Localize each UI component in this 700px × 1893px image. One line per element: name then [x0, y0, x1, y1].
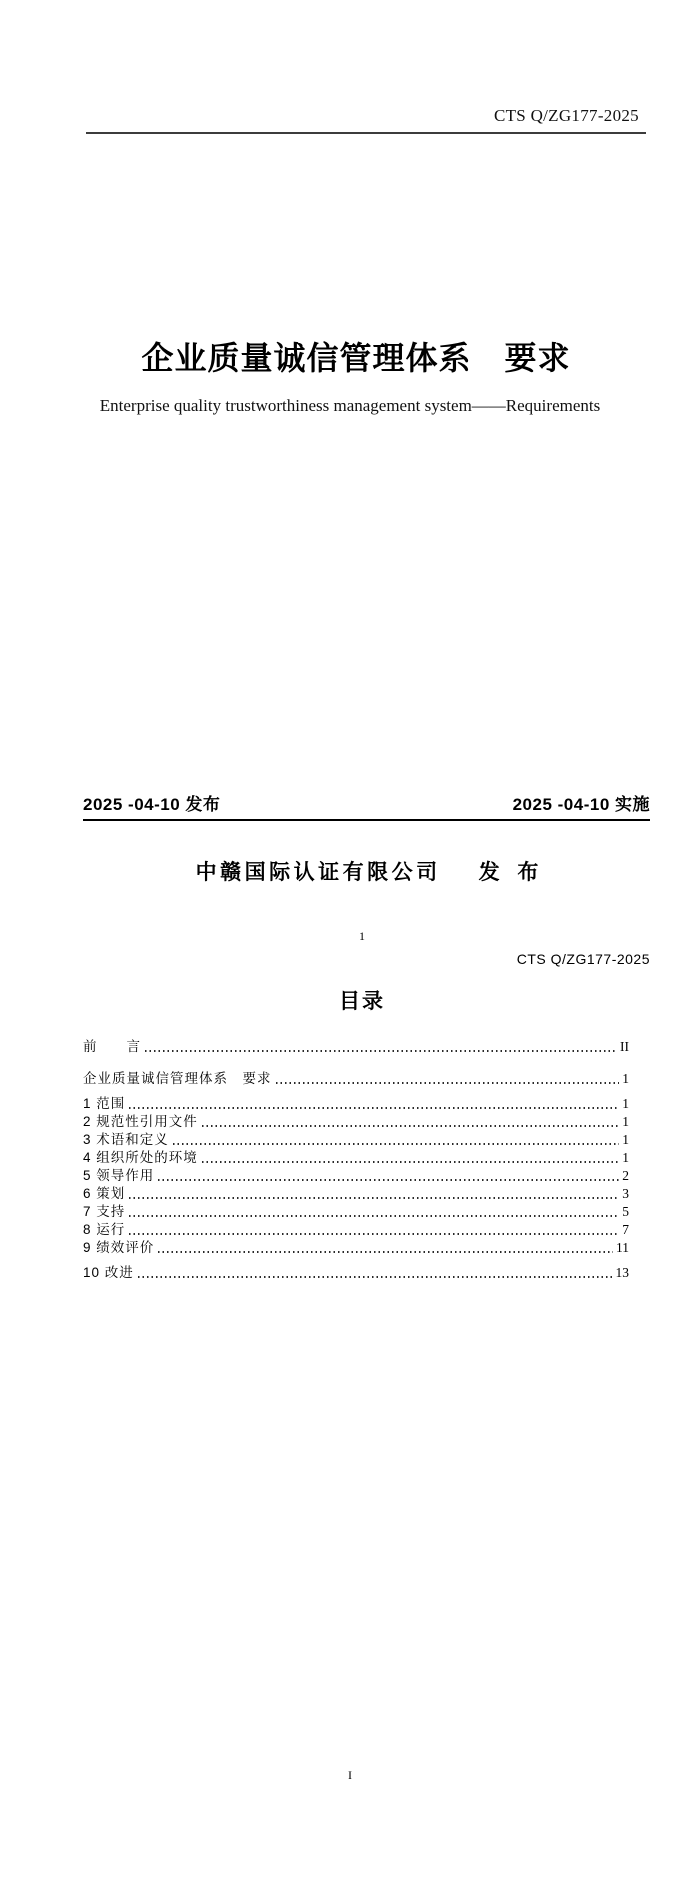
toc-leader-dots — [158, 1179, 619, 1181]
toc-leader-dots — [129, 1197, 619, 1199]
toc-entry — [83, 1185, 629, 1203]
toc-leader-dots — [202, 1125, 619, 1127]
toc-entry — [83, 1167, 629, 1185]
toc-entry-page: 7 — [622, 1222, 629, 1237]
toc-entry-label: 6 策划 — [83, 1186, 126, 1201]
toc-entry — [83, 1113, 629, 1131]
cover-page-number: 1 — [359, 929, 365, 943]
toc-leader-dots — [145, 1050, 617, 1052]
toc-entry-label: 前 言 — [83, 1039, 141, 1054]
standard-title-zh: 企业质量诚信管理体系 要求 — [141, 340, 571, 376]
toc-entry-page: 1 — [622, 1071, 629, 1086]
toc-entry-label: 7 支持 — [83, 1204, 126, 1219]
toc-entry — [83, 1095, 629, 1113]
document-code-header: CTS Q/ZG177-2025 — [493, 106, 639, 125]
toc-leader-dots — [138, 1276, 613, 1278]
toc-entry-label: 企业质量诚信管理体系 要求 — [83, 1071, 272, 1086]
toc-entry-label: 8 运行 — [83, 1222, 126, 1237]
toc-entry-page: 5 — [622, 1204, 629, 1219]
document-code-header-toc: CTS Q/ZG177-2025 — [516, 951, 650, 967]
implementation-date: 2025 -04-10 实施 — [512, 795, 650, 814]
toc-entry — [83, 1070, 629, 1088]
toc-entry-label: 3 术语和定义 — [83, 1132, 169, 1147]
toc-page-number: I — [348, 1768, 352, 1782]
toc-entry — [83, 1264, 629, 1282]
toc-leader-dots — [129, 1233, 619, 1235]
toc-entry — [83, 1239, 629, 1257]
toc-entry-page: 11 — [616, 1240, 629, 1255]
toc-entry-label: 5 领导作用 — [83, 1168, 155, 1183]
toc-entry-label: 2 规范性引用文件 — [83, 1114, 198, 1129]
toc-leader-dots — [129, 1107, 619, 1109]
toc-entry-page: 2 — [622, 1168, 629, 1183]
standard-title-en: Enterprise quality trustworthiness management system——Requirements — [99, 396, 601, 415]
header-rule — [86, 132, 646, 134]
release-date: 2025 -04-10 发布 — [83, 795, 221, 814]
toc-leader-dots — [202, 1161, 619, 1163]
toc-entry-label: 4 组织所处的环境 — [83, 1150, 198, 1165]
dates-row — [83, 790, 650, 821]
toc-leader-dots — [129, 1215, 619, 1217]
toc-entry-page: 1 — [622, 1114, 629, 1129]
toc-entry-page: 3 — [622, 1186, 629, 1201]
publisher-name: 中赣国际认证有限公司 — [195, 861, 441, 884]
toc-entry — [83, 1038, 629, 1056]
toc-entry — [83, 1221, 629, 1239]
publisher-row — [40, 856, 700, 886]
toc-entry-page: II — [620, 1039, 629, 1054]
toc-entry — [83, 1149, 629, 1167]
toc-entry-label: 10 改进 — [83, 1265, 134, 1280]
toc-title: 目录 — [339, 990, 385, 1013]
toc-entry-label: 9 绩效评价 — [83, 1240, 155, 1255]
toc-entry-page: 1 — [622, 1096, 629, 1111]
toc-list — [83, 1038, 629, 1282]
toc-leader-dots — [158, 1251, 613, 1253]
toc-entry-page: 13 — [615, 1265, 629, 1280]
toc-entry-page: 1 — [622, 1150, 629, 1165]
toc-entry — [83, 1131, 629, 1149]
toc-leader-dots — [173, 1143, 619, 1145]
publish-label: 发 布 — [478, 861, 545, 884]
toc-entry — [83, 1203, 629, 1221]
toc-entry-label: 1 范围 — [83, 1096, 126, 1111]
toc-leader-dots — [276, 1082, 620, 1084]
toc-entry-page: 1 — [622, 1132, 629, 1147]
